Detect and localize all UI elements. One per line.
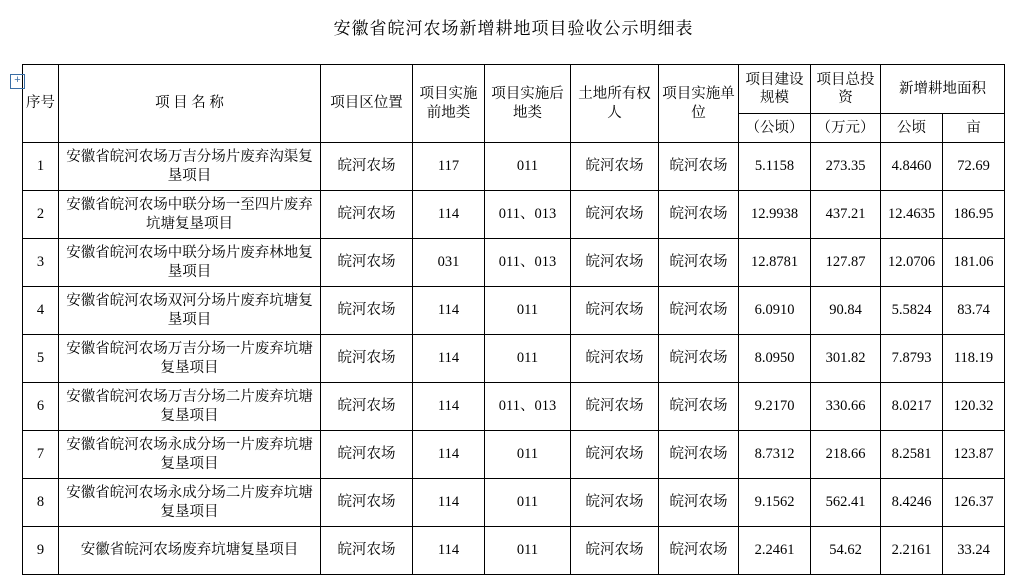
row-land-type-after: 011、013 — [485, 239, 571, 287]
row-new-farmland-hectare: 12.0706 — [881, 239, 943, 287]
row-construction-scale: 2.2461 — [739, 527, 811, 575]
row-land-owner: 皖河农场 — [571, 335, 659, 383]
row-new-farmland-hectare: 8.0217 — [881, 383, 943, 431]
row-land-type-after: 011 — [485, 479, 571, 527]
row-seq: 5 — [23, 335, 59, 383]
row-total-investment: 437.21 — [811, 191, 881, 239]
row-location: 皖河农场 — [321, 383, 413, 431]
row-land-type-before: 114 — [413, 527, 485, 575]
row-land-type-before: 114 — [413, 479, 485, 527]
page-title: 安徽省皖河农场新增耕地项目验收公示明细表 — [333, 19, 694, 38]
row-total-investment: 54.62 — [811, 527, 881, 575]
row-construction-scale: 12.9938 — [739, 191, 811, 239]
header-unit-hectare-scale: （公顷） — [739, 114, 811, 143]
row-land-type-before: 114 — [413, 335, 485, 383]
row-construction-scale: 8.7312 — [739, 431, 811, 479]
row-location: 皖河农场 — [321, 191, 413, 239]
table-row — [23, 527, 1005, 575]
row-land-owner: 皖河农场 — [571, 479, 659, 527]
table-row — [23, 287, 1005, 335]
row-land-owner: 皖河农场 — [571, 239, 659, 287]
row-location: 皖河农场 — [321, 335, 413, 383]
header-unit-hectare: 公顷 — [881, 114, 943, 143]
header-total-investment: 项目总投资 — [811, 65, 881, 114]
row-location: 皖河农场 — [321, 287, 413, 335]
row-new-farmland-mu: 123.87 — [943, 431, 1005, 479]
row-seq: 4 — [23, 287, 59, 335]
row-land-type-after: 011 — [485, 431, 571, 479]
row-land-owner: 皖河农场 — [571, 287, 659, 335]
row-new-farmland-mu: 118.19 — [943, 335, 1005, 383]
row-total-investment: 330.66 — [811, 383, 881, 431]
row-implementing-unit: 皖河农场 — [659, 383, 739, 431]
page-anchor-marker: + — [10, 74, 25, 89]
row-implementing-unit: 皖河农场 — [659, 143, 739, 191]
row-land-type-before: 114 — [413, 191, 485, 239]
row-project-name: 安徽省皖河农场万吉分场二片废弃坑塘复垦项目 — [59, 383, 321, 431]
row-project-name: 安徽省皖河农场万吉分场片废弃沟渠复垦项目 — [59, 143, 321, 191]
row-seq: 3 — [23, 239, 59, 287]
header-land-owner: 土地所有权人 — [571, 65, 659, 143]
row-project-name: 安徽省皖河农场中联分场一至四片废弃坑塘复垦项目 — [59, 191, 321, 239]
header-land-type-before: 项目实施前地类 — [413, 65, 485, 143]
table-row — [23, 479, 1005, 527]
row-total-investment: 273.35 — [811, 143, 881, 191]
row-seq: 8 — [23, 479, 59, 527]
row-project-name: 安徽省皖河农场废弃坑塘复垦项目 — [59, 527, 321, 575]
row-land-type-after: 011 — [485, 143, 571, 191]
row-new-farmland-hectare: 5.5824 — [881, 287, 943, 335]
table-row — [23, 143, 1005, 191]
row-new-farmland-mu: 33.24 — [943, 527, 1005, 575]
row-seq: 2 — [23, 191, 59, 239]
row-land-type-before: 114 — [413, 287, 485, 335]
row-land-type-before: 031 — [413, 239, 485, 287]
row-land-owner: 皖河农场 — [571, 431, 659, 479]
row-location: 皖河农场 — [321, 479, 413, 527]
header-seq: 序号 — [23, 65, 59, 143]
row-project-name: 安徽省皖河农场万吉分场一片废弃坑塘复垦项目 — [59, 335, 321, 383]
header-location: 项目区位置 — [321, 65, 413, 143]
row-total-investment: 127.87 — [811, 239, 881, 287]
row-construction-scale: 6.0910 — [739, 287, 811, 335]
row-seq: 7 — [23, 431, 59, 479]
row-new-farmland-mu: 181.06 — [943, 239, 1005, 287]
row-seq: 1 — [23, 143, 59, 191]
table-row — [23, 383, 1005, 431]
row-land-type-before: 114 — [413, 383, 485, 431]
row-new-farmland-mu: 120.32 — [943, 383, 1005, 431]
table-header — [23, 65, 1005, 143]
row-implementing-unit: 皖河农场 — [659, 527, 739, 575]
row-implementing-unit: 皖河农场 — [659, 479, 739, 527]
row-location: 皖河农场 — [321, 527, 413, 575]
row-location: 皖河农场 — [321, 431, 413, 479]
header-new-farmland-area: 新增耕地面积 — [881, 65, 1005, 114]
row-implementing-unit: 皖河农场 — [659, 239, 739, 287]
row-construction-scale: 5.1158 — [739, 143, 811, 191]
row-land-owner: 皖河农场 — [571, 383, 659, 431]
row-project-name: 安徽省皖河农场双河分场片废弃坑塘复垦项目 — [59, 287, 321, 335]
row-new-farmland-mu: 83.74 — [943, 287, 1005, 335]
row-location: 皖河农场 — [321, 143, 413, 191]
header-land-type-after: 项目实施后地类 — [485, 65, 571, 143]
row-new-farmland-mu: 72.69 — [943, 143, 1005, 191]
row-project-name: 安徽省皖河农场永成分场二片废弃坑塘复垦项目 — [59, 479, 321, 527]
row-seq: 9 — [23, 527, 59, 575]
row-land-owner: 皖河农场 — [571, 527, 659, 575]
detail-table-container — [22, 64, 1004, 575]
row-total-investment: 301.82 — [811, 335, 881, 383]
row-new-farmland-mu: 186.95 — [943, 191, 1005, 239]
row-land-owner: 皖河农场 — [571, 143, 659, 191]
row-new-farmland-hectare: 4.8460 — [881, 143, 943, 191]
row-construction-scale: 9.2170 — [739, 383, 811, 431]
table-body — [23, 143, 1005, 575]
row-construction-scale: 9.1562 — [739, 479, 811, 527]
row-new-farmland-hectare: 12.4635 — [881, 191, 943, 239]
header-project-name: 项 目 名 称 — [59, 65, 321, 143]
row-land-type-before: 117 — [413, 143, 485, 191]
header-unit-wanyuan: （万元） — [811, 114, 881, 143]
row-land-owner: 皖河农场 — [571, 191, 659, 239]
row-total-investment: 90.84 — [811, 287, 881, 335]
table-row — [23, 431, 1005, 479]
row-seq: 6 — [23, 383, 59, 431]
row-land-type-before: 114 — [413, 431, 485, 479]
row-land-type-after: 011 — [485, 527, 571, 575]
row-total-investment: 562.41 — [811, 479, 881, 527]
row-land-type-after: 011 — [485, 335, 571, 383]
row-new-farmland-hectare: 2.2161 — [881, 527, 943, 575]
row-total-investment: 218.66 — [811, 431, 881, 479]
row-implementing-unit: 皖河农场 — [659, 287, 739, 335]
table-row — [23, 335, 1005, 383]
row-location: 皖河农场 — [321, 239, 413, 287]
row-implementing-unit: 皖河农场 — [659, 191, 739, 239]
row-new-farmland-hectare: 8.4246 — [881, 479, 943, 527]
row-new-farmland-hectare: 7.8793 — [881, 335, 943, 383]
row-construction-scale: 12.8781 — [739, 239, 811, 287]
header-unit-mu: 亩 — [943, 114, 1005, 143]
row-implementing-unit: 皖河农场 — [659, 431, 739, 479]
row-land-type-after: 011 — [485, 287, 571, 335]
row-implementing-unit: 皖河农场 — [659, 335, 739, 383]
header-construction-scale: 项目建设规模 — [739, 65, 811, 114]
table-row — [23, 239, 1005, 287]
row-construction-scale: 8.0950 — [739, 335, 811, 383]
row-new-farmland-mu: 126.37 — [943, 479, 1005, 527]
row-land-type-after: 011、013 — [485, 383, 571, 431]
row-project-name: 安徽省皖河农场中联分场片废弃林地复垦项目 — [59, 239, 321, 287]
row-new-farmland-hectare: 8.2581 — [881, 431, 943, 479]
row-land-type-after: 011、013 — [485, 191, 571, 239]
table-header-row-1 — [23, 65, 1005, 114]
header-implementing-unit: 项目实施单位 — [659, 65, 739, 143]
row-project-name: 安徽省皖河农场永成分场一片废弃坑塘复垦项目 — [59, 431, 321, 479]
project-acceptance-table — [22, 64, 1005, 575]
table-row — [23, 191, 1005, 239]
